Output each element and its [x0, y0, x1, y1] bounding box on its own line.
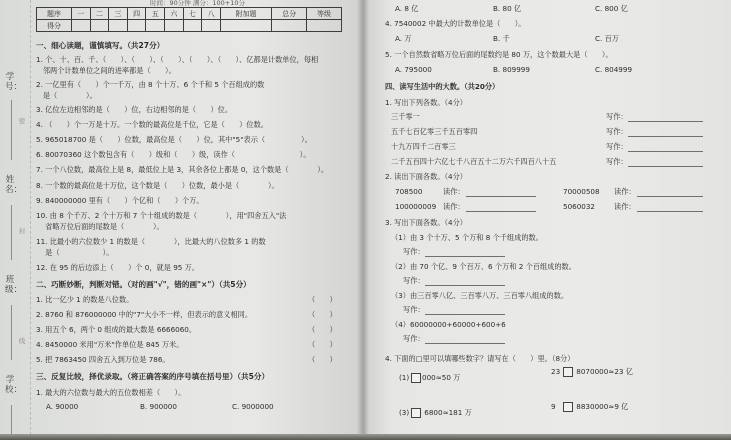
judge-paren[interactable]: （ ）: [308, 355, 337, 364]
answer-line[interactable]: [628, 151, 703, 152]
answer-line[interactable]: [628, 136, 703, 137]
score-table-cell: 二: [90, 8, 109, 20]
seal-word-2: 封: [18, 227, 26, 235]
number-value: 708500: [395, 187, 423, 196]
answer-line[interactable]: [425, 285, 505, 286]
choice-option-a: A. 万: [395, 34, 412, 43]
question-line: 7. 一个八位数，最高位上是 8，最低位上是 3，其余各位上都是 0，这个数是（ ）。: [36, 165, 329, 174]
score-cell[interactable]: [202, 20, 221, 32]
choice-option-b: B. 80 亿: [493, 4, 522, 13]
judge-paren[interactable]: （ ）: [308, 295, 337, 304]
judge-paren[interactable]: （ ）: [308, 310, 337, 319]
left-page: [0, 0, 363, 440]
answer-line[interactable]: [637, 211, 703, 212]
answer-line[interactable]: [628, 166, 703, 167]
number-value: 5060032: [563, 202, 596, 211]
question-line: 1. 个、十、百、千、（ ）、（ ）、（ ）、（ ）、（ ）、亿都是计数单位，每相: [36, 55, 319, 64]
subsection-title: 2. 读出下面各数。（4分）: [385, 172, 467, 181]
question-line: 4. （ ）个一万是十万。一个数的最高位是千位，它是（ ）位数。: [36, 120, 268, 129]
score-cell[interactable]: [71, 20, 90, 32]
choice-option-b: B. 千: [493, 34, 510, 43]
question-line: 5. 965018700 是（ ）位数，最高位是（ ）位，其中"5"表示（ ）。: [36, 135, 312, 144]
score-table-cell: 得分: [37, 20, 72, 32]
subsection-title: 4. 下面的□里可以填哪些数字？请写在（ ）里。（8分）: [385, 354, 575, 363]
choice-option-b: B. 809999: [493, 65, 530, 74]
score-cell[interactable]: [146, 20, 165, 32]
subsection-title: 1. 写出下列各数。（4分）: [385, 98, 467, 107]
seal-word-3: 线: [18, 337, 26, 345]
score-table-header-row: [37, 8, 342, 20]
write-label: 写作：: [606, 127, 628, 136]
fill-digit-expression: 8830000≈9 亿: [574, 402, 629, 411]
answer-line[interactable]: [466, 211, 536, 212]
score-table-cell: 五: [146, 8, 165, 20]
section-3-title: 三、反复比较，择优录取。（将正确答案的序号填在括号里）（共5分）: [36, 372, 270, 381]
question-line: 是（ ）。: [36, 91, 97, 100]
judge-line: 1. 比一亿少 1 的数是八位数。: [36, 295, 134, 304]
read-label: 读作：: [443, 187, 465, 196]
score-cell[interactable]: [127, 20, 146, 32]
read-label: 读作：: [443, 202, 465, 211]
fill-digit-expression: 000≈50 万: [422, 373, 461, 382]
write-label: 写作：: [403, 276, 425, 285]
choice-question: 4. 7540002 中最大的计数单位是（ ）。: [385, 19, 526, 28]
question-line: 10. 由 8 个千万、2 个十万和 7 个十组成的数是（ ），用"四舍五入"法: [36, 211, 287, 220]
score-table-cell: 六: [165, 8, 184, 20]
book-gutter: [357, 0, 369, 440]
section-2-title: 二、巧断妙断，判断对错。（对的画"√"，错的画"×"）（共5分）: [36, 280, 251, 289]
write-label: 写作：: [606, 142, 628, 151]
judge-line: 3. 用五个 6，两个 0 组成的最大数是 6666060。: [36, 325, 197, 334]
question-line: 是（ ）。: [36, 248, 114, 257]
compose-question: （3）由三百零八亿、三百零八万、三百零八组成的数。: [391, 291, 569, 300]
seal-word-1: 密: [18, 117, 26, 125]
score-cell[interactable]: [165, 20, 184, 32]
name-line: [11, 205, 12, 260]
class-line: [11, 305, 12, 360]
write-label: 写作：: [606, 157, 628, 166]
choice-question: 1. 最大的六位数与最大的五位数相差（ ）。: [36, 388, 186, 397]
judge-line: 4. 8450000 米用"万米"作单位是 845 万米。: [36, 340, 184, 349]
choice-option-b: B. 900000: [140, 402, 177, 411]
number-words: 五千七百亿零三千五百零四: [391, 127, 478, 136]
judge-line: 5. 把 7863450 四舍五入到万位是 786。: [36, 355, 170, 364]
digit-box[interactable]: [411, 408, 421, 418]
question-line: 6. 80070360 这个数包含有（ ）级和（ ）级，读作（ ）。: [36, 150, 311, 159]
choice-option-c: C. 800 亿: [595, 4, 628, 13]
choice-option-a: A. 795000: [395, 65, 432, 74]
number-value: 100000009: [395, 202, 437, 211]
choice-option-c: C. 804999: [595, 65, 633, 74]
fill-digit-prefix: (3): [399, 408, 412, 417]
exam-subtitle: 时间：90分钟 满分：100+10分: [150, 0, 245, 7]
choice-option-a: A. 90000: [46, 402, 79, 411]
score-table-cell: 三: [109, 8, 128, 20]
fill-digit-prefix: 23: [551, 367, 563, 376]
score-table-cell: 一: [71, 8, 90, 20]
judge-paren[interactable]: （ ）: [308, 340, 337, 349]
judge-line: 2. 8760 和 876000000 中的"7"大小不一样，但表示的意义相同。: [36, 310, 253, 319]
score-cell[interactable]: [109, 20, 128, 32]
compose-question: （1）由 3 个十万、5 个万和 8 个千组成的数。: [391, 233, 543, 242]
answer-line[interactable]: [425, 256, 505, 257]
fill-digit-prefix: (1): [399, 373, 412, 382]
answer-line[interactable]: [466, 196, 536, 197]
page-bottom-edge: [0, 434, 731, 440]
question-line: 11. 比最小的六位数少 1 的数是（ ），比最大的八位数多 1 的数: [36, 237, 266, 246]
judge-paren[interactable]: （ ）: [308, 325, 337, 334]
fill-digit-expression: 6800≈181 万: [422, 408, 472, 417]
score-table-cell: 等级: [307, 8, 342, 20]
question-line: 8. 一个数的最高位是十万位，这个数是（ ）位数，最小是（ ）。: [36, 181, 279, 190]
section-1-title: 一、细心读题，谨慎填写。（共27分）: [36, 41, 165, 50]
student-id-label: 学号：: [5, 72, 23, 92]
choice-option-c: C. 百万: [595, 34, 619, 43]
write-label: 写作：: [606, 112, 628, 121]
subsection-title: 3. 写出下面各数。（4分）: [385, 218, 467, 227]
score-table-cell: 八: [202, 8, 221, 20]
right-page: [363, 0, 731, 440]
read-label: 读作：: [614, 202, 636, 211]
score-cell[interactable]: [90, 20, 109, 32]
question-line: 12. 在 95 的后边添上（ ）个 0，就是 95 万。: [36, 263, 200, 272]
question-line: 2. 一亿里有（ ）个一千万，由 8 个十万、6 个千和 5 个百组成的数: [36, 80, 265, 89]
read-label: 读作：: [614, 187, 636, 196]
question-line: 邻两个计数单位之间的进率都是（ ）。: [36, 66, 176, 75]
name-label: 姓名：: [5, 175, 23, 195]
score-cell[interactable]: [272, 20, 307, 32]
score-table-cell: 附加题: [220, 8, 271, 20]
choice-question: 5. 一个自然数省略万位后面的尾数约是 80 万，这个数最大是（ ）。: [385, 50, 613, 59]
school-label: 学校：: [5, 375, 23, 395]
number-words: 三千零一: [391, 112, 420, 121]
fill-digit-expression: 8070000≈23 亿: [574, 367, 633, 376]
number-words: 十九万四千二百零三: [391, 142, 456, 151]
answer-line[interactable]: [425, 343, 505, 344]
digit-box[interactable]: [411, 373, 421, 383]
answer-line[interactable]: [628, 121, 703, 122]
binding-margin: [0, 0, 31, 440]
compose-question: （2）由 70 个亿、9 个百万、6 个万和 2 个百组成的数。: [391, 262, 576, 271]
score-table-cell: 七: [183, 8, 202, 20]
choice-option-a: A. 8 亿: [395, 4, 419, 13]
score-table-cell: 总分: [272, 8, 307, 20]
digit-box[interactable]: [563, 402, 573, 412]
score-cell[interactable]: [307, 20, 342, 32]
section-4-title: 四、读写生活中的大数。（共20分）: [385, 82, 500, 91]
fill-digit-prefix: 9: [551, 402, 558, 411]
write-label: 写作：: [403, 334, 425, 343]
score-table-score-row: [37, 20, 342, 32]
score-table: [36, 7, 342, 32]
write-label: 写作：: [403, 305, 425, 314]
digit-box[interactable]: [563, 367, 573, 377]
number-value: 70000508: [563, 187, 600, 196]
number-words: 二千五百四十六亿七千八百五十二万六千四百八十五: [391, 157, 557, 166]
school-line: [11, 405, 12, 435]
answer-line[interactable]: [425, 314, 505, 315]
choice-option-c: C. 9000000: [232, 402, 274, 411]
student-id-line: [11, 100, 12, 160]
class-label: 班级：: [5, 275, 23, 295]
question-line: 9. 840000000 里有（ ）个亿和（ ）个万。: [36, 196, 204, 205]
score-table-cell: 四: [127, 8, 146, 20]
question-line: 省略万位后面的尾数是（ ）。: [36, 222, 164, 231]
answer-line[interactable]: [637, 196, 703, 197]
score-cell[interactable]: [220, 20, 271, 32]
question-line: 3. 亿位左边相邻的是（ ）位，右边相邻的是（ ）位。: [36, 105, 233, 114]
score-table-cell: 题序: [37, 8, 72, 20]
write-label: 写作：: [403, 247, 425, 256]
score-cell[interactable]: [183, 20, 202, 32]
compose-question: （4）60000000+60000+600+6: [391, 320, 506, 329]
